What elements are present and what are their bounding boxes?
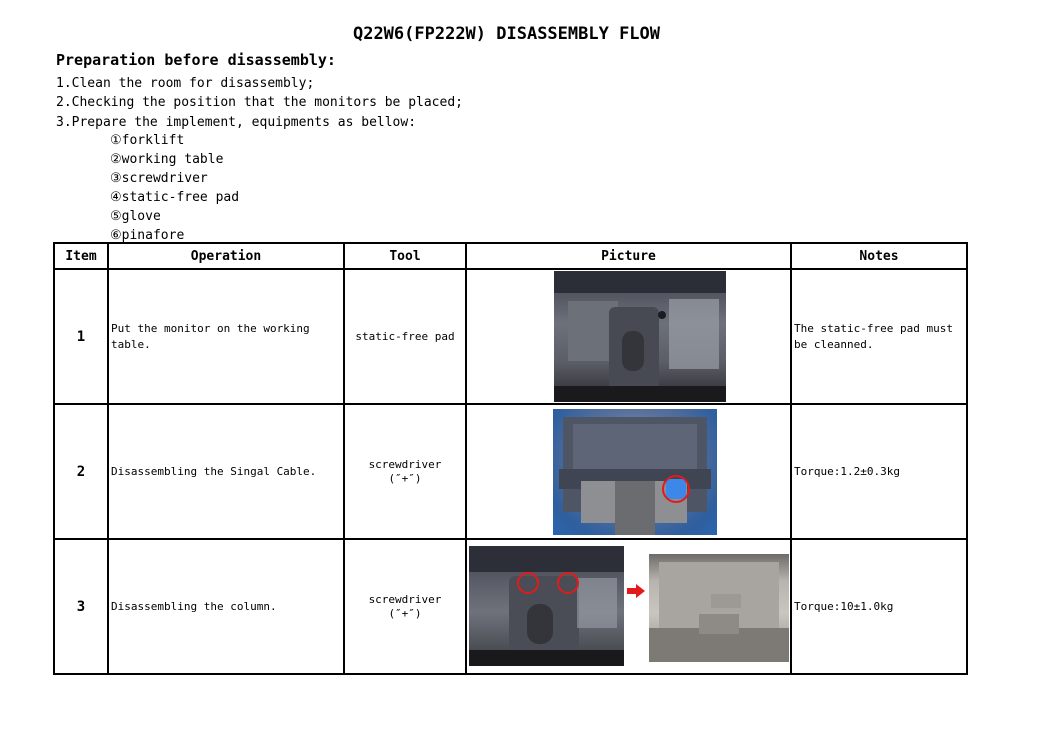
picture-cell xyxy=(466,269,791,404)
header-operation: Operation xyxy=(108,243,344,269)
equipment-list xyxy=(110,131,239,245)
highlight-circle xyxy=(517,572,539,594)
operation-text: Disassembling the Singal Cable. xyxy=(108,404,344,539)
monitor-back-photo xyxy=(554,271,726,402)
header-tool: Tool xyxy=(344,243,466,269)
tool-cell xyxy=(344,539,466,674)
tool-cell xyxy=(344,404,466,539)
highlight-circle xyxy=(662,475,690,503)
equipment-item: ⑥pinafore xyxy=(110,228,185,243)
picture-cell xyxy=(466,404,791,539)
operation-text: Put the monitor on the working table. xyxy=(108,269,344,404)
tool-name: screwdriver xyxy=(368,592,442,606)
arrow-right-icon xyxy=(627,584,645,598)
tool-name: static-free pad xyxy=(355,329,455,343)
table-row xyxy=(54,539,967,674)
equipment-item: ①forklift xyxy=(110,133,185,148)
notes-text: Torque:1.2±0.3kg xyxy=(791,404,967,539)
item-number: 2 xyxy=(54,404,108,539)
operation-text: Disassembling the column. xyxy=(108,539,344,674)
signal-cable-photo xyxy=(553,409,717,535)
picture-cell xyxy=(466,539,791,674)
preparation-step: 2.Checking the position that the monitors be placed; xyxy=(56,95,463,111)
tool-spec: (″+″) xyxy=(388,606,422,620)
disassembly-table xyxy=(53,242,968,675)
equipment-item: ③screwdriver xyxy=(110,171,208,186)
tool-spec: (″+″) xyxy=(388,471,422,485)
preparation-step: 1.Clean the room for disassembly; xyxy=(56,76,315,91)
header-picture: Picture xyxy=(466,243,791,269)
column-screws-photo xyxy=(469,546,624,666)
header-item: Item xyxy=(54,243,108,269)
preparation-step: 3.Prepare the implement, equipments as bellow: xyxy=(56,114,417,130)
tool-name: screwdriver xyxy=(368,457,442,471)
notes-text: The static-free pad must be cleanned. xyxy=(791,269,967,404)
preparation-heading: Preparation before disassembly: xyxy=(56,51,336,69)
table-header-row xyxy=(54,243,967,269)
equipment-item: ②working table xyxy=(110,152,224,167)
column-removed-photo xyxy=(649,554,789,662)
tool-cell xyxy=(344,269,466,404)
header-notes: Notes xyxy=(791,243,967,269)
item-number: 1 xyxy=(54,269,108,404)
notes-text: Torque:10±1.0kg xyxy=(791,539,967,674)
table-row xyxy=(54,269,967,404)
equipment-item: ④static-free pad xyxy=(110,190,240,205)
preparation-steps xyxy=(56,74,463,132)
highlight-circle xyxy=(557,572,579,594)
document-title: Q22W6(FP222W) DISASSEMBLY FLOW xyxy=(352,24,661,44)
table-row xyxy=(54,404,967,539)
item-number: 3 xyxy=(54,539,108,674)
equipment-item: ⑤glove xyxy=(110,209,161,224)
